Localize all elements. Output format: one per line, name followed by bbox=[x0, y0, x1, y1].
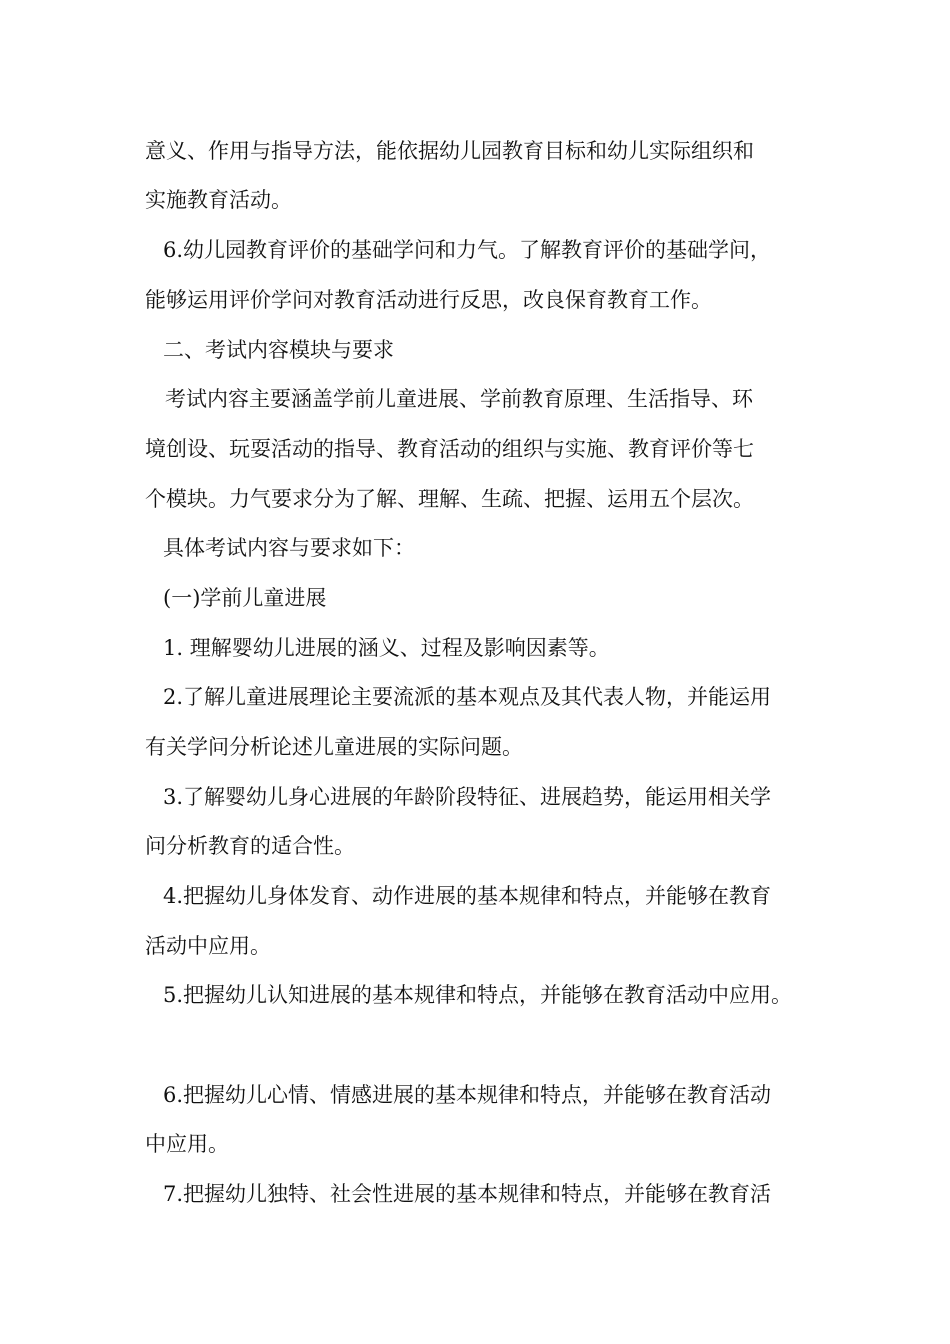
paragraph-line: 个模块。力气要求分为了解、理解、生疏、把握、运用五个层次。 bbox=[145, 487, 754, 511]
subsection-heading: (一)学前儿童进展 bbox=[163, 586, 327, 610]
paragraph-line: 考试内容主要涵盖学前儿童进展、学前教育原理、生活指导、环 bbox=[165, 387, 753, 411]
list-item: 4.把握幼儿身体发育、动作进展的基本规律和特点，并能够在教育 bbox=[163, 884, 772, 908]
list-item-continuation: 有关学问分析论述儿童进展的实际问题。 bbox=[145, 735, 523, 759]
list-item: 6.把握幼儿心情、情感进展的基本规律和特点，并能够在教育活动 bbox=[163, 1083, 772, 1107]
list-item: 1. 理解婴幼儿进展的涵义、过程及影响因素等。 bbox=[163, 636, 610, 660]
paragraph-line: 实施教育活动。 bbox=[145, 188, 292, 212]
section-heading: 二、考试内容模块与要求 bbox=[163, 338, 394, 362]
list-item-continuation: 中应用。 bbox=[145, 1132, 229, 1156]
list-item-continuation: 活动中应用。 bbox=[145, 934, 271, 958]
list-item: 3.了解婴幼儿身心进展的年龄阶段特征、进展趋势，能运用相关学 bbox=[163, 785, 772, 809]
paragraph-line: 境创设、玩耍活动的指导、教育活动的组织与实施、教育评价等七 bbox=[145, 437, 754, 461]
paragraph-line: 具体考试内容与要求如下： bbox=[163, 536, 415, 560]
paragraph-line: 意义、作用与指导方法，能依据幼儿园教育目标和幼儿实际组织和 bbox=[145, 139, 754, 163]
list-item-continuation: 问分析教育的适合性。 bbox=[145, 834, 355, 858]
list-item: 5.把握幼儿认知进展的基本规律和特点，并能够在教育活动中应用。 bbox=[163, 983, 793, 1007]
paragraph-line: 能够运用评价学问对教育活动进行反思，改良保育教育工作。 bbox=[145, 288, 712, 312]
paragraph-line: 6.幼儿园教育评价的基础学问和力气。了解教育评价的基础学问， bbox=[163, 238, 772, 262]
list-item: 2.了解儿童进展理论主要流派的基本观点及其代表人物，并能运用 bbox=[163, 685, 772, 709]
list-item: 7.把握幼儿独特、社会性进展的基本规律和特点，并能够在教育活 bbox=[163, 1182, 772, 1206]
